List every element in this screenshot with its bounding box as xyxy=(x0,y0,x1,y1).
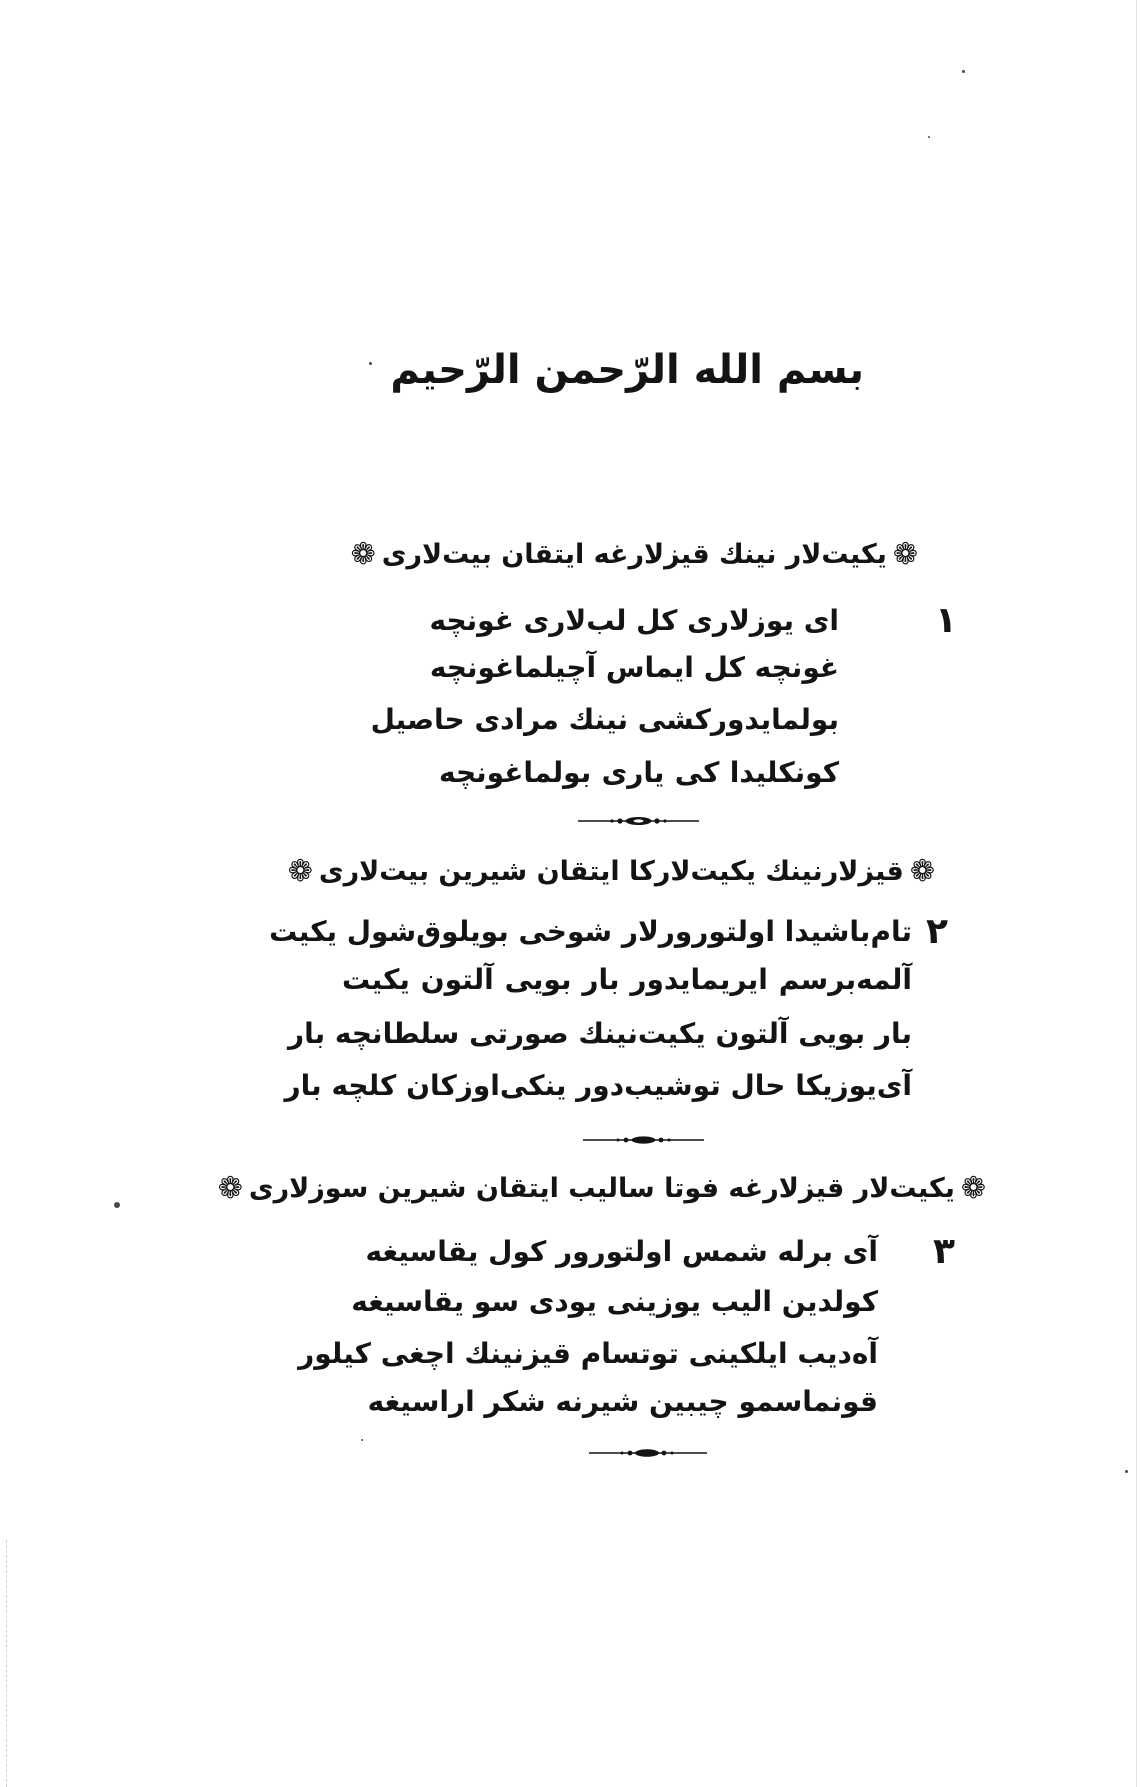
section-heading xyxy=(318,850,935,894)
scan-speck xyxy=(962,70,965,73)
verse-number: ۳ xyxy=(933,1231,955,1272)
verse-line: آی برله شمس اولتورور کول یقاسیغه xyxy=(365,1235,878,1268)
verse-line: قونماسمو چیبین شیرنه شکر اراسیغه xyxy=(367,1385,878,1418)
section-heading xyxy=(248,1167,986,1211)
section-heading-text: یکیت‌لار نینك قیزلارغه ایتقان بیت‌لاری xyxy=(381,539,887,570)
ornamental-divider xyxy=(576,815,701,827)
flower-ornament-icon xyxy=(351,533,376,577)
flower-ornament-icon xyxy=(910,850,935,894)
scan-speck xyxy=(1125,1470,1128,1473)
scan-speck xyxy=(928,136,930,138)
section-heading-text: یکیت‌لار قیزلارغه فوتا سالیب ایتقان شیرین سوزلاری xyxy=(248,1173,955,1204)
ornamental-divider xyxy=(587,1447,712,1459)
section-heading-text: قیزلارنینك یکیت‌لارکا ایتقان شیرین بیت‌لاری xyxy=(318,856,904,887)
verse-number: ۱ xyxy=(935,600,957,641)
flower-ornament-icon xyxy=(288,850,313,894)
verse-line: بار بویی آلتون یکیت‌نینك صورتی سلطانچه بار xyxy=(288,1017,912,1050)
verse-number: ۲ xyxy=(926,911,948,952)
verse-line: آی‌یوزیکا حال توشیب‌دور ینکی‌اوزکان کلچه بار xyxy=(284,1069,912,1102)
verse-line: تام‌باشیدا اولتورورلار شوخی بویلوق‌شول یکیت xyxy=(269,915,912,948)
scan-speck xyxy=(114,1202,120,1208)
page-edge-left xyxy=(6,1540,7,1787)
verse-line: آه‌دیب ایلکینی توتسام قیزنینك اچغی کیلور xyxy=(298,1337,878,1370)
verse-line: کونکلیدا کی یاری بولماغونچه xyxy=(439,756,839,789)
verse-line: بولمایدورکشی نینك مرادی حاصیل xyxy=(370,703,839,736)
verse-line: کولدین الیب یوزینی یودی سو یقاسیغه xyxy=(351,1285,878,1318)
scan-speck xyxy=(361,1439,363,1441)
page-edge-right xyxy=(1136,0,1137,1787)
flower-ornament-icon xyxy=(961,1167,986,1211)
verse-line: ای یوزلاری کل لب‌لاری غونچه xyxy=(429,604,839,637)
verse-line: آلمه‌برسم ایریمایدور بار بویی آلتون یکیت xyxy=(342,963,912,996)
verse-line: غونچه کل ایماس آچیلماغونچه xyxy=(429,651,839,684)
scan-speck xyxy=(369,362,372,365)
ornamental-divider xyxy=(581,1134,706,1146)
flower-ornament-icon xyxy=(218,1167,243,1211)
section-heading xyxy=(370,533,918,577)
page-title: بسم الله الرّحمن الرّحيم xyxy=(390,347,864,393)
flower-ornament-icon xyxy=(893,533,918,577)
